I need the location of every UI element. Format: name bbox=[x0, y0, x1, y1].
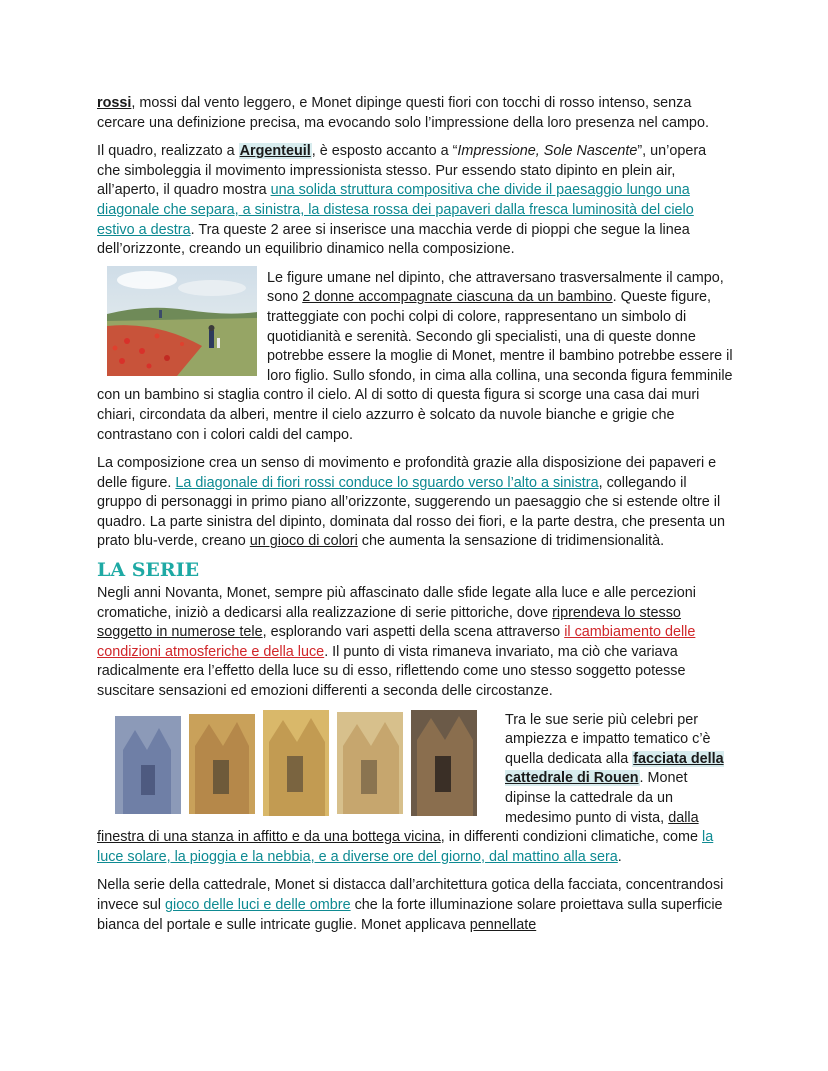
section-heading-la-serie: LA SERIE bbox=[97, 559, 200, 582]
paragraph-figures: Le figure umane nel dipinto, che attraversano trasversalmente il campo, sono 2 donne accompagnate ciascuna da un bambino. Queste figure, tratteggiate con pochi colpi di colore, rappresentano un simbolo di quotidianità e serenità. Secondo gli specialisti, una di queste donne potrebbe essere la moglie di Monet, mentre il bambino potrebbe essere il loro figlio. Sullo sfondo, in cima alla collina, una seconda figura femminile con un bambino si staglia contro il cielo. Al di sotto di questa figura si scorge una casa dai muri chiari, circondata da alberi, mentre il cielo azzurro è solcato da nuvole bianche e grigie che contrastano con i colori caldi del campo. bbox=[97, 269, 733, 443]
underline-due-donne: 2 donne accompagnate ciascuna da un bambino bbox=[302, 289, 613, 306]
link-luce-solare[interactable]: la luce solare, la pioggia e la nebbia, e a diverse ore del giorno, dal mattino alla sera bbox=[97, 829, 714, 865]
paragraph-cathedral-light: Nella serie della cattedrale, Monet si distacca dall’architettura gotica della facciata, concentrandosi invece sul gioco delle luci e delle ombre che la forte illuminazione solare proiettava sulla superficie bianca del portale e sulle intricate guglie. Monet applicava pennellate bbox=[97, 877, 724, 933]
term-rossi: rossi bbox=[97, 95, 132, 111]
paragraph-rouen: Tra le sue serie più celebri per ampiezza e impatto tematico c’è quella dedicata alla facciata della cattedrale di Rouen. Monet dipinse la cattedrale da un medesimo punto di vista, dalla finestra di una stanza in affitto e da una bottega vicina, in differenti condizioni climatiche, come la luce solare, la pioggia e la nebbia, e a diverse ore del giorno, dal mattino alla sera. bbox=[97, 711, 724, 865]
link-condizioni-atmosferiche[interactable]: il cambiamento delle condizioni atmosferiche e della luce bbox=[97, 624, 696, 660]
highlight-argenteuil: Argenteuil bbox=[239, 143, 311, 160]
paragraph-composition: La composizione crea un senso di movimento e profondità grazie alla disposizione dei papaveri e delle figure. La diagonale di fiori rossi conduce lo sguardo verso l’alto a sinistra, collegando il gruppo di personaggi in primo piano all’orizzonte, suggerendo un paesaggio che si estende oltre il quadro. La parte sinistra del dipinto, dominata dal rosso dei fiori, e la parte destra, che presenta un prato blu-verde, creano un gioco di colori che aumenta la sensazione di tridimensionalità. bbox=[97, 455, 725, 550]
document-page bbox=[97, 94, 733, 935]
underline-finestra: dalla finestra di una stanza in affitto e da una bottega vicina bbox=[97, 809, 699, 846]
poppies-painting-image bbox=[107, 266, 257, 376]
link-gioco-luci-ombre[interactable]: gioco delle luci e delle ombre bbox=[165, 896, 351, 913]
paragraph-argenteuil: Il quadro, realizzato a Argenteuil, è esposto accanto a “Impressione, Sole Nascente”, un’opera che simboleggia il movimento impressionista stesso. Pur essendo stato dipinto en plein air, all’aperto, il quadro mostra una solida struttura compositiva che divide il paesaggio lungo una diagonale che separa, a sinistra, la distesa rossa dei papaveri dalla fresca luminosità del cielo estivo a destra. Tra queste 2 aree si inserisce una macchia verde di pioppi che segue la linea dell’orizzonte, creando un equilibrio dinamico nella composizione. bbox=[97, 143, 707, 258]
title-impressione: Impressione, Sole Nascente bbox=[457, 143, 638, 160]
cathedral-painting-1 bbox=[115, 716, 181, 814]
rouen-cathedral-series-image bbox=[113, 710, 493, 820]
link-struttura-compositiva[interactable]: una solida struttura compositiva che divide il paesaggio lungo una diagonale che separa, a sinistra, la distesa rossa dei papaveri dalla fresca luminosità del cielo estivo a destra bbox=[97, 182, 694, 238]
cathedral-painting-2 bbox=[189, 714, 255, 814]
underline-pennellate: pennellate bbox=[469, 916, 537, 933]
paragraph-series: Negli anni Novanta, Monet, sempre più affascinato dalle sfide legate alla luce e alle percezioni cromatiche, iniziò a dedicarsi alla realizzazione di serie pittoriche, dove riprendeva lo stesso soggetto in numerose tele, esplorando vari aspetti della scena attraverso il cambiamento delle condizioni atmosferiche e della luce. Il punto di vista rimaneva invariato, ma ciò che variava radicalmente era l’effetto della luce su di esso, riflettendo come uno stesso soggetto potesse suscitare sensazioni ed emozioni differenti a seconda delle circostanze. bbox=[97, 585, 696, 700]
paragraph-poppies-intro: rossi, mossi dal vento leggero, e Monet dipinge questi fiori con tocchi di rosso intenso, senza cercare una definizione precisa, ma evocando solo l’impressione della loro presenza nel campo. bbox=[97, 95, 709, 131]
cathedral-painting-4 bbox=[337, 712, 403, 814]
cathedral-painting-5 bbox=[411, 710, 477, 816]
cathedral-painting-3 bbox=[263, 710, 329, 816]
highlight-facciata-rouen: facciata della cattedrale di Rouen bbox=[505, 750, 724, 787]
link-diagonale[interactable]: La diagonale di fiori rossi conduce lo sguardo verso l’alto a sinistra bbox=[175, 474, 599, 491]
underline-gioco-colori: un gioco di colori bbox=[249, 533, 358, 550]
underline-stesso-soggetto: riprendeva lo stesso soggetto in numerose tele bbox=[97, 604, 681, 641]
